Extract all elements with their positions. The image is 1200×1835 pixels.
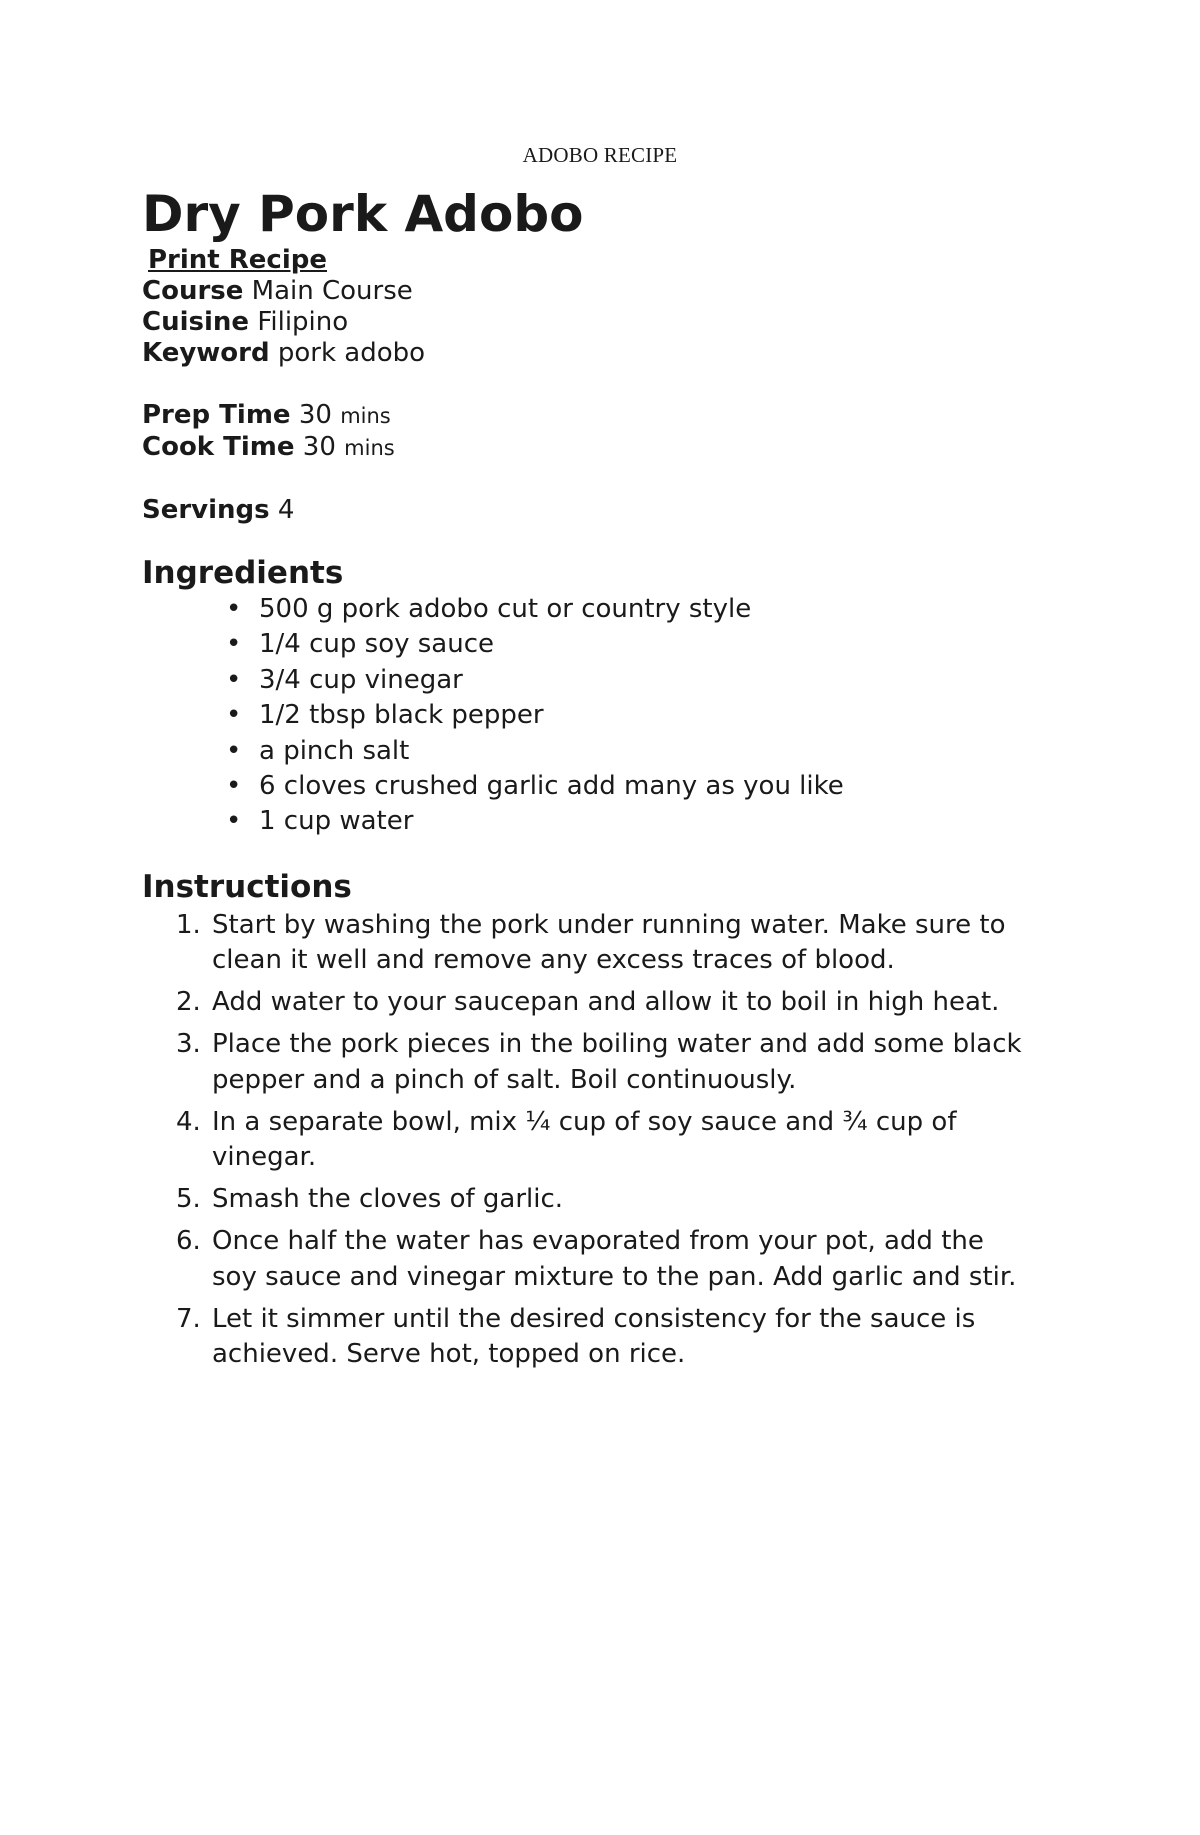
prep-time-label: Prep Time — [142, 400, 291, 430]
ingredients-list — [142, 592, 1062, 840]
ingredient-item: • 1 cup water — [142, 804, 1062, 839]
bullet-icon: • — [226, 771, 242, 802]
step-number: 4. — [176, 1106, 201, 1137]
bullet-icon: • — [226, 664, 242, 695]
bullet-icon: • — [226, 594, 242, 624]
course-row — [142, 276, 1062, 307]
step-text: Add water to your saucepan and allow it to boil in high heat. — [212, 987, 1000, 1018]
step-text: In a separate bowl, mix ¼ cup of soy sauce and ¾ cup of vinegar. — [212, 1106, 957, 1173]
instructions-heading: Instructions — [142, 868, 352, 905]
step-number: 2. — [176, 987, 201, 1018]
print-recipe-link[interactable]: Print Recipe — [148, 245, 328, 275]
bullet-icon: • — [226, 806, 242, 837]
bullet-icon: • — [226, 735, 242, 766]
ingredient-item: • a pinch salt — [142, 734, 1062, 769]
bullet-icon: • — [226, 700, 242, 731]
cook-time-unit: mins — [344, 436, 395, 460]
prep-time-unit: mins — [340, 404, 391, 428]
step-text: Smash the cloves of garlic. — [212, 1184, 564, 1215]
cook-time-row — [142, 432, 1062, 464]
instruction-step — [142, 1105, 1032, 1176]
instruction-step — [142, 985, 1032, 1021]
cuisine-value: Filipino — [257, 307, 349, 337]
ingredient-item: • 1/4 cup soy sauce — [142, 627, 1062, 662]
instruction-step — [142, 1224, 1032, 1295]
step-text: Let it simmer until the desired consistency for the sauce is achieved. Serve hot, topped on rice. — [212, 1303, 976, 1370]
ingredient-item: • 500 g pork adobo cut or country style — [142, 592, 1062, 627]
keyword-value: pork adobo — [277, 338, 426, 368]
servings-value: 4 — [277, 495, 295, 525]
step-number: 6. — [176, 1226, 201, 1257]
prep-time-row — [142, 400, 1062, 432]
recipe-title: Dry Pork Adobo — [142, 185, 584, 243]
recipe-card — [142, 182, 1062, 1379]
step-number: 7. — [176, 1303, 201, 1334]
course-label: Course — [142, 276, 244, 306]
step-number: 5. — [176, 1184, 201, 1215]
step-text: Start by washing the pork under running water. Make sure to clean it well and remove any excess traces of blood. — [212, 909, 1006, 976]
spacer — [142, 369, 1062, 400]
ingredient-item: • 6 cloves crushed garlic add many as you like — [142, 769, 1062, 804]
servings-label: Servings — [142, 495, 270, 525]
ingredient-item: • 1/2 tbsp black pepper — [142, 698, 1062, 733]
step-text: Place the pork pieces in the boiling water and add some black pepper and a pinch of salt. Boil continuously. — [212, 1029, 1022, 1095]
bullet-icon: • — [226, 629, 242, 660]
instruction-step — [142, 1302, 1032, 1373]
cook-time-label: Cook Time — [142, 432, 295, 462]
instruction-step — [142, 1182, 1032, 1218]
course-value: Main Course — [251, 276, 413, 306]
step-number: 3. — [176, 1029, 201, 1060]
instruction-step — [142, 1027, 1032, 1098]
cook-time-value: 30 — [302, 432, 336, 462]
servings-row — [142, 495, 1062, 526]
instruction-step — [142, 908, 1032, 979]
spacer — [142, 464, 1062, 495]
step-number: 1. — [176, 909, 201, 940]
instructions-list — [142, 908, 1062, 1373]
cuisine-row — [142, 307, 1062, 338]
ingredient-item: • 3/4 cup vinegar — [142, 663, 1062, 698]
keyword-label: Keyword — [142, 338, 270, 368]
ingredients-heading: Ingredients — [142, 555, 344, 591]
cuisine-label: Cuisine — [142, 307, 250, 337]
prep-time-value: 30 — [298, 400, 332, 430]
step-text: Once half the water has evaporated from your pot, add the soy sauce and vinegar mixture to the pan. Add garlic and stir. — [212, 1226, 1017, 1292]
page-header: ADOBO RECIPE — [522, 143, 678, 167]
keyword-row — [142, 338, 1062, 369]
